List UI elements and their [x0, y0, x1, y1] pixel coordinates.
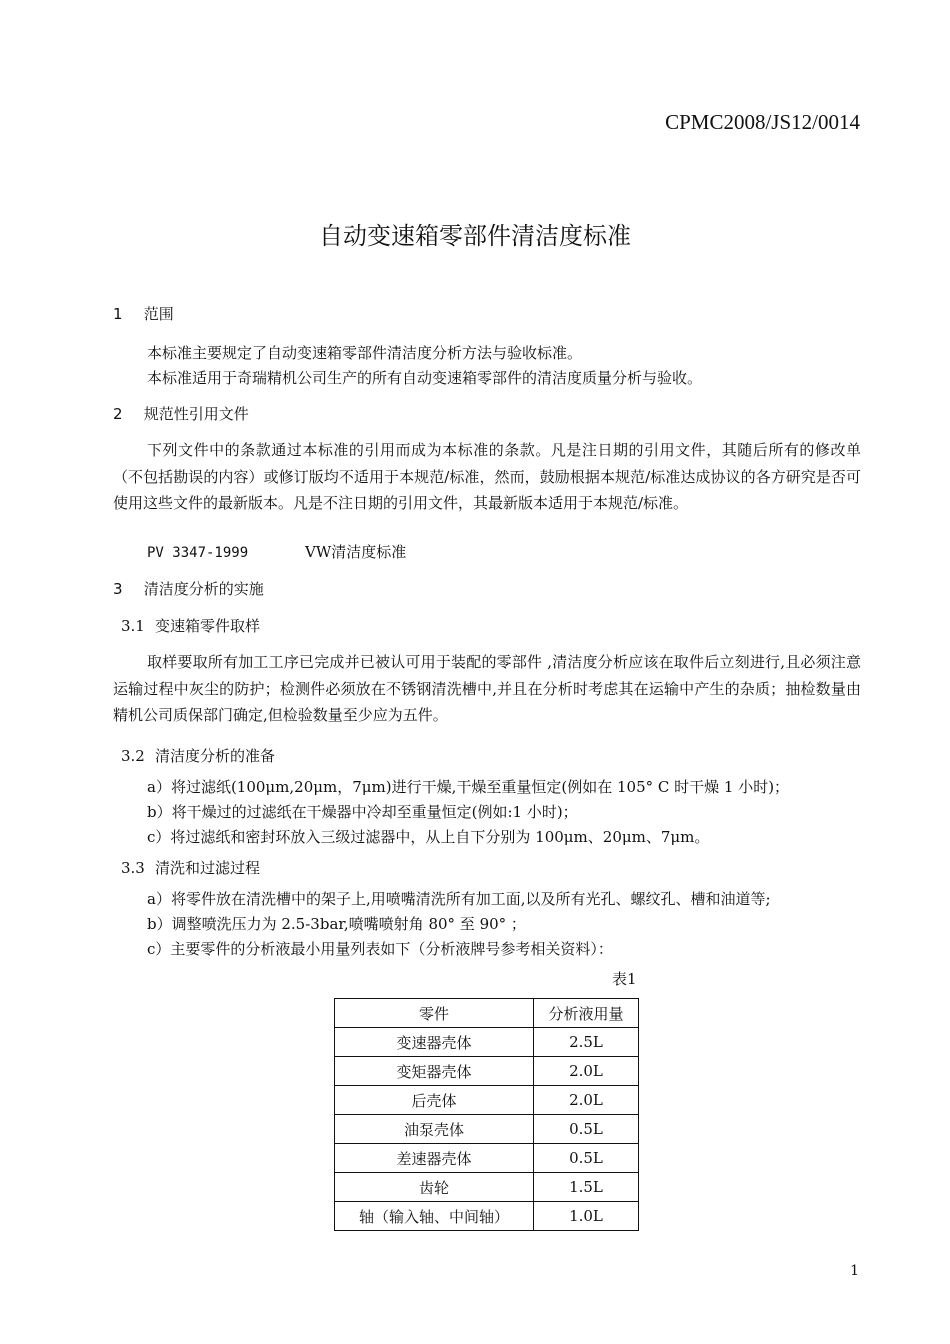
- quantity-cell: 0.5L: [534, 1115, 639, 1144]
- quantity-cell: 2.0L: [534, 1086, 639, 1115]
- table-row: [335, 1115, 639, 1144]
- subsection-title: 清洗和过滤过程: [155, 859, 261, 877]
- page-title: 自动变速箱零部件清洁度标准: [319, 222, 631, 250]
- list-item-b: b）调整喷洗压力为 2.5-3bar,喷嘴喷射角 80° 至 90° ；: [147, 915, 526, 933]
- part-cell: 轴（输入轴、中间轴）: [335, 1202, 534, 1231]
- section-number: 1: [113, 305, 123, 323]
- reference-entry: [147, 541, 406, 562]
- quantity-cell: 1.5L: [534, 1173, 639, 1202]
- quantity-cell: 2.5L: [534, 1028, 639, 1057]
- subsection-number: 3.3: [121, 859, 145, 877]
- list-item-c: c）主要零件的分析液最小用量列表如下（分析液牌号参考相关资料）：: [147, 940, 613, 958]
- subsection-title: 变速箱零件取样: [155, 617, 261, 635]
- section-1-paragraph-1: 本标准主要规定了自动变速箱零部件清洁度分析方法与验收标准。: [147, 344, 583, 362]
- reference-code: PV 3347-1999: [147, 545, 249, 561]
- table-row: [335, 1086, 639, 1115]
- table-row: [335, 1028, 639, 1057]
- table-row: [335, 1057, 639, 1086]
- part-cell: 齿轮: [335, 1173, 534, 1202]
- part-cell: 变速器壳体: [335, 1028, 534, 1057]
- subsection-number: 3.1: [121, 617, 145, 635]
- subsection-3-1-paragraph: 取样要取所有加工工序已完成并已被认可用于装配的零部件 ,清洁度分析应该在取件后立刻进行,且必须注意运输过程中灰尘的防护；检测件必须放在不锈钢清洗槽中,并且在分析时考虑其在运输中产生的杂质；抽检数量由精机公司质保部门确定,但检验数量至少应为五件。: [113, 653, 861, 724]
- document-number: CPMC2008/JS12/0014: [665, 110, 860, 134]
- subsection-3-1-heading: [121, 615, 260, 636]
- list-item-b: b）将干燥过的过滤纸在干燥器中冷却至重量恒定(例如:1 小时)；: [147, 803, 578, 821]
- table-header-row: [335, 999, 639, 1028]
- part-cell: 后壳体: [335, 1086, 534, 1115]
- section-title: 范围: [143, 305, 174, 323]
- table-row: [335, 1144, 639, 1173]
- list-item-a: a）将过滤纸(100μm,20μm，7μm)进行干燥,干燥至重量恒定(例如在 105° C 时干燥 1 小时)；: [147, 778, 790, 796]
- part-cell: 油泵壳体: [335, 1115, 534, 1144]
- column-header-part: 零件: [335, 999, 534, 1028]
- section-1-paragraph-2: 本标准适用于奇瑞精机公司生产的所有自动变速箱零部件的清洁度质量分析与验收。: [147, 369, 703, 387]
- column-header-quantity: 分析液用量: [534, 999, 639, 1028]
- section-number: 2: [113, 405, 123, 423]
- reference-title: VW清洁度标准: [305, 543, 407, 561]
- subsection-title: 清洁度分析的准备: [155, 747, 276, 765]
- table-row: [335, 1173, 639, 1202]
- subsection-number: 3.2: [121, 747, 145, 765]
- quantity-cell: 0.5L: [534, 1144, 639, 1173]
- list-item-c: c）将过滤纸和密封环放入三级过滤器中，从上自下分别为 100μm、20μm、7μm。: [147, 828, 710, 846]
- quantity-cell: 1.0L: [534, 1202, 639, 1231]
- subsection-3-3-heading: [121, 857, 260, 878]
- part-cell: 变矩器壳体: [335, 1057, 534, 1086]
- list-item-a: a）将零件放在清洗槽中的架子上,用喷嘴清洗所有加工面,以及所有光孔、螺纹孔、槽和油道等;: [147, 890, 771, 908]
- section-2-heading: [113, 403, 249, 424]
- section-3-heading: [113, 578, 264, 599]
- table-row: [335, 1202, 639, 1231]
- page-number: 1: [850, 1263, 859, 1279]
- table-caption: 表1: [612, 970, 637, 988]
- part-cell: 差速器壳体: [335, 1144, 534, 1173]
- section-2-paragraph: 下列文件中的条款通过本标准的引用而成为本标准的条款。凡是注日期的引用文件，其随后所有的修改单（不包括勘误的内容）或修订版均不适用于本规范/标准，然而，鼓励根据本规范/标准达成协议的各方研究是否可使用这些文件的最新版本。凡是不注日期的引用文件，其最新版本适用于本规范/标准。: [113, 441, 861, 512]
- subsection-3-2-heading: [121, 745, 275, 766]
- section-title: 清洁度分析的实施: [143, 580, 264, 598]
- section-1-heading: [113, 303, 174, 324]
- section-number: 3: [113, 580, 123, 598]
- section-title: 规范性引用文件: [143, 405, 249, 423]
- fluid-quantity-table: [334, 998, 639, 1231]
- quantity-cell: 2.0L: [534, 1057, 639, 1086]
